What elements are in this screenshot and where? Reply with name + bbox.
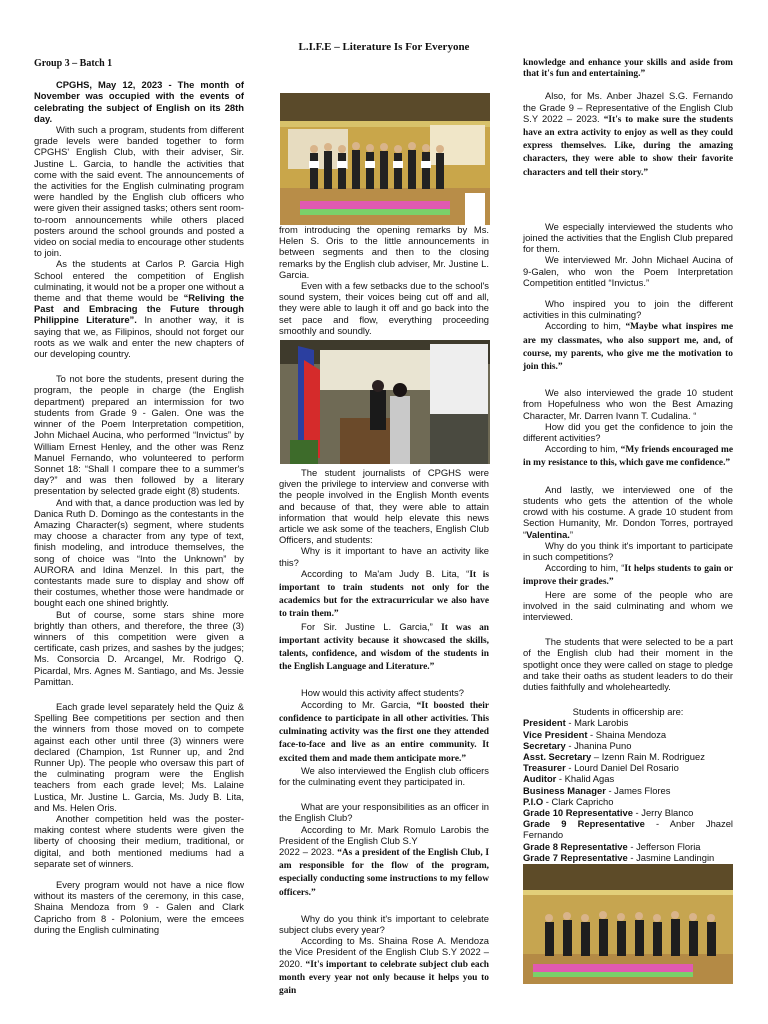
photo-awarding-image: [280, 93, 490, 225]
paragraph: Every program would not have a nice flow without its masters of the ceremony, in this case, Shaina Mendoza from 9 - Galen and Clark Capricho from 8 - Polonium, were the emcees during the English culminating: [34, 879, 244, 935]
theme-rest: In another way, it is saying that we, as Filipinos, should not forget our roots as we walk and enter the new chapters of our developing country.: [34, 314, 244, 360]
answer-quote: “As a president of the English Club, I am responsible for the flow of the program, especially conducting some instructions to my fellow officers.”: [279, 847, 489, 898]
continued-quote: knowledge and enhance your skills and aside from that it's fun and entertaining.”: [523, 58, 733, 80]
paragraph-text: And lastly, we interviewed one of the students who gets the attention of the whole crowd with his costume. A grade 10 student from Section Humanity, Mr. Dondon Torres, portrayed “: [523, 483, 733, 540]
paragraph: from introducing the opening remarks by Ms. Helen S. Oris to the little announcements in between segments and then to the closing remarks by the English club adviser, Mr. Justine L. Garcia.: [279, 224, 489, 280]
officer-name: - Mark Larobis: [565, 717, 629, 729]
answer: [279, 699, 489, 765]
paragraph: We interviewed Mr. John Michael Aucina of 9-Galen, who won the Poem Interpretation Competition entitled “Invictus.”: [523, 254, 733, 288]
theme-title: “Reliving the Past and Embracing the Future through Philippine Literature”.: [34, 292, 245, 326]
answer: [279, 846, 489, 899]
answer: [279, 621, 489, 674]
officer-item: [523, 751, 733, 762]
officer-item: [523, 841, 733, 852]
column-3: [523, 58, 733, 863]
officer-item: [523, 796, 733, 807]
officer-name: - James Flores: [605, 784, 671, 796]
officer-name: - Khalid Agas: [556, 773, 615, 785]
officer-name: – Izenn Rain M. Rodriguez: [591, 750, 705, 762]
answer-intro: According to Ms. Shaina Rose A. Mendoza the Vice President of the English Club S.Y 2022 – 2020.: [279, 935, 489, 969]
officer-role: Grade 7 Representative: [523, 851, 628, 863]
officer-name: - Jerry Blanco: [632, 806, 694, 818]
theme-paragraph: [34, 258, 244, 359]
question: Why do you think it's important to participate in such competitions?: [523, 539, 733, 562]
officer-role: Business Manager: [523, 784, 606, 796]
paragraph: Each grade level separately held the Quiz & Spelling Bee competitions per section and then the winners from those moved on to compete against each other until three (3) winners were declared (Champion, 1st Runner up, and 2nd Runner Up). The people who oversaw this part of the culminating program were the English teachers from each grade level; Ms. Lalaine Lustica, Mr. Justine L. Garcia, Ms. Judy B. Lita, and Ms. Helen Oris.: [34, 700, 244, 813]
officer-role: Vice President: [523, 728, 588, 740]
photo-oath-image: [523, 864, 733, 984]
officer-name: - Clark Capricho: [543, 795, 614, 807]
paragraph: Another competition held was the poster-making contest where students were given the liberty of choosing their medium, traditional, or digital, and both mentioned mediums had a separate set of winners.: [34, 813, 244, 869]
answer-intro: For Sir. Justine L. Garcia,”: [301, 620, 442, 632]
answer-intro: According to Ma'am Judy B. Lita, “: [301, 567, 470, 579]
column-1: [34, 58, 244, 935]
answer-quote: It helps students to gain or improve their grades.”: [523, 564, 734, 588]
question: What are your responsibilities as an officer in the English Club?: [279, 801, 489, 824]
answer: [279, 568, 489, 621]
paragraph: And with that, a dance production was led by Danica Ruth D. Domingo as the contestants in the Amazing Character(s) segment, where students may choose a character from any type of text, finish modeling, and introduce themselves, the song of choice was “Into the Unknown” by AURORA and Idina Menzel. In this part, the contestants made sure to display and show off their costumes, whether those were handmade or bought each one shined brightly.: [34, 496, 244, 609]
answer-year: 2022 – 2023.: [279, 845, 338, 857]
officer-role: Grade 8 Representative: [523, 840, 628, 852]
answer-quote: “My friends encouraged me in my resistance to this, which gave me confidence.”: [523, 445, 733, 469]
officer-item: [523, 773, 733, 784]
paragraph: We especially interviewed the students who joined the activities that the English Club prepared for them.: [523, 220, 733, 255]
officer-item: [523, 785, 733, 796]
officer-role: President: [523, 717, 566, 729]
answer-intro: According to him,: [545, 443, 621, 455]
officer-item: [523, 818, 733, 840]
question: How would this activity affect students?: [301, 687, 464, 699]
answer-quote: “It boosted their confidence to participate in all other activities. This culminating activity was the first one they attended face-to-face and live as an entire community. It excited them and made them anticipate more.”: [279, 700, 489, 764]
officer-role: Grade 10 Representative: [523, 806, 633, 818]
officer-item: [523, 717, 733, 728]
photo-remarks-image: [280, 340, 490, 464]
character-name: Valentina.: [526, 528, 570, 540]
answer-intro: According to him, “: [545, 562, 625, 574]
paragraph: We also interviewed the English club officers for the culminating event they participated in.: [279, 764, 489, 787]
answer-intro: According to Mr. Mark Romulo Larobis the President of the English Club S.Y: [279, 823, 489, 846]
officer-role: P.I.O: [523, 795, 544, 807]
officer-list: [523, 717, 733, 863]
officer-item: [523, 762, 733, 773]
paragraph: The student journalists of CPGHS were given the privilege to interview and converse with the people involved in the English Month events and because of that, they were able to attain information that would help elevate this news article we ask some of the teachers, English Club Officers, and students:: [279, 467, 489, 546]
answer-intro: Also, for Ms. Anber Jhazel S.G. Fernando the Grade 9 – Representative of the English Club S.Y 2022 – 2023.: [523, 90, 733, 124]
group-label: Group 3 – Batch 1: [34, 58, 113, 69]
lead-paragraph: [34, 79, 244, 124]
paragraph: [523, 484, 733, 540]
officer-name: - Shaina Mendoza: [587, 728, 667, 740]
officer-name: - Lourd Daniel Del Rosario: [565, 762, 679, 774]
answer-quote: “It's important to celebrate subject club each month every year not only because it helps you to gain: [279, 959, 489, 996]
officer-role: Auditor: [523, 773, 557, 785]
paragraph: We also interviewed the grade 10 student from Hopefulness who won the Best Amazing Character, Mr. Darren Ivann T. Cudalina. “: [523, 387, 733, 421]
answer-quote: It is important to train students not only for the academics but for the extracurricular we also have to train them.”: [279, 569, 489, 620]
officer-name: - Anber Jhazel Fernando: [523, 818, 733, 841]
officers-heading: Students in officership are:: [572, 706, 684, 718]
paragraph: But of course, some stars shine more brightly than others, and therefore, the three (3) winners of this competition were given a certificate, cash prizes, and sashes by the judges; Ms. Consorcia D. Arcangel, Mr. Rodrigo Q. Picardal, Mrs. Agnes M. Santiago, and Ms. Jessie Pamittan.: [34, 608, 244, 687]
lead-text: CPGHS, May 12, 2023 - The month of November was occupied with the events of celebrating the subject of English on its 28th day.: [34, 79, 244, 124]
answer-quote: It was an important activity because it showcased the skills, talents, confidence, and wisdom of the students in the English Language and Literature.”: [279, 622, 489, 673]
answer-intro: According to him,: [545, 320, 626, 332]
answer: [523, 320, 733, 373]
officer-role: Treasurer: [523, 762, 566, 774]
photo-oath-taking: [523, 864, 733, 984]
paragraph: With such a program, students from different grade levels were banded together to form CPGHS' English Club, with their adviser, Sir. Justine L. Garcia, to handle the activities that come with the said event. The announcements of the activities for the English culminating program were handled by the English club officers who were given their assigned tasks; others sent room-to-room announcements while others placed posters around the school grounds and posted a video on social media to encourage other students to join.: [34, 124, 244, 259]
officer-item: [523, 807, 733, 818]
article-title: L.I.F.E – Literature Is For Everyone: [298, 41, 470, 53]
officer-item: [523, 852, 733, 863]
photo-opening-remarks: [280, 340, 490, 464]
question: Who inspired you to join the different activities in this culminating?: [523, 298, 733, 321]
question: How did you get the confidence to join the different activities?: [523, 420, 733, 444]
theme-intro: As the students at Carlos P. Garcia High School entered the competition of English culminating, it would not be a proper one without a theme and that theme would be: [34, 258, 244, 304]
answer-quote: “Maybe what inspires me are my classmates, who also support me, and, of course, my parents, who give me the motivation to join this.”: [523, 322, 733, 373]
officer-name: - Jefferson Floria: [627, 840, 701, 852]
officer-item: [523, 729, 733, 740]
answer: [523, 443, 733, 469]
photo-awarding-stage: [280, 93, 490, 225]
answer: [279, 935, 489, 997]
answer: [523, 562, 733, 588]
officer-role: Asst. Secretary: [523, 750, 592, 762]
closing-quote-mark: ”: [569, 528, 574, 540]
officer-item: [523, 740, 733, 751]
officer-role: Secretary: [523, 739, 566, 751]
answer: [523, 90, 733, 178]
answer-intro: According to Mr. Garcia,: [301, 698, 417, 710]
officer-name: - Jasmine Landingin: [627, 851, 715, 863]
question: Why do you think it's important to celebrate subject clubs every year?: [279, 912, 489, 935]
officer-role: Grade 9 Representative: [523, 818, 645, 830]
officer-name: - Jhanina Puno: [565, 739, 632, 751]
paragraph: Even with a few setbacks due to the school's sound system, their voices being cut off and all, they were able to laugh it off and go back into the set pace and flow, everything proceeding smoothly and soundly.: [279, 280, 489, 336]
paragraph: The students that were selected to be a part of the English club had their moment in the spotlight once they were called on stage to pledge and take their oaths as student leaders to do their duties faithfully and wholeheartedly.: [523, 636, 733, 692]
paragraph: To not bore the students, present during the program, the people in charge (the English department) prepared an intermission for two students from Grade 9 - Galen. One was the winner of the Poem Interpretation competition, John Michael Aucina, who performed “Invictus” by William Ernest Henley, and the other was Renz Manuel Fernando, who volunteered to perform Sonnet 18: “Shall I compare thee to a summer's day?” and was then followed by a literary presentation by selected grade eight (8) students.: [34, 373, 244, 497]
paragraph: Here are some of the people who are involved in the said culminating and whom we interviewed.: [523, 588, 733, 622]
answer-quote: “It's to make sure the students have an extra activity to enjoy as well as they could express themselves. Like, during the amazing characters, they were able to show their favorite characters and tell their story.”: [523, 114, 734, 178]
question: Why is it important to have an activity like this?: [279, 545, 489, 568]
